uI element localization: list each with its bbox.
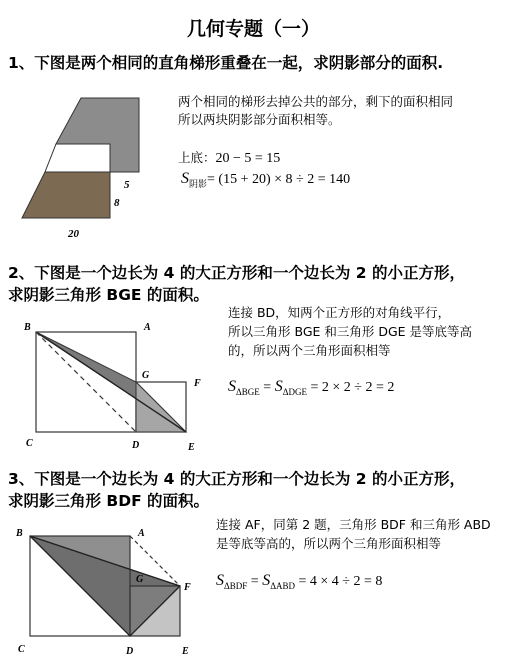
problem2-explanation-1: 连接 BD，知两个正方形的对角线平行， xyxy=(228,305,451,320)
problem1-explanation-2: 所以两块阴影部分面积相等。 xyxy=(178,112,341,127)
problem2-question-2: 求阴影三角形 BGE 的面积。 xyxy=(8,286,209,304)
svg-text:C: C xyxy=(18,644,25,655)
problem3-question-2: 求阴影三角形 BDF 的面积。 xyxy=(8,492,210,510)
problem3-figure xyxy=(10,524,210,660)
svg-text:C: C xyxy=(26,438,33,449)
base-formula: 20 − 5 = 15 xyxy=(215,151,281,166)
problem1-area-line xyxy=(181,170,350,190)
svg-text:E: E xyxy=(182,646,189,657)
triangle-dge xyxy=(136,382,186,432)
page-title: 几何专题（一） xyxy=(186,18,320,40)
svg-text:F: F xyxy=(194,378,201,389)
problem2-explanation-3: 的，所以两个三角形面积相等 xyxy=(228,343,391,358)
label-20: 20 xyxy=(68,228,79,240)
problem1-figure xyxy=(14,92,164,242)
label-8: 8 xyxy=(114,197,120,209)
problem1-base-line xyxy=(178,148,280,167)
area-subscript: 阴影 xyxy=(189,179,208,190)
overlap-region xyxy=(45,144,110,172)
svg-text:D: D xyxy=(132,440,140,451)
svg-text:F: F xyxy=(184,582,191,593)
problem2-formula: $S_{\Delta BGE} = S_{\Delta DGE} = 2 \times 2 \div 2 = 2$ xyxy=(228,378,395,397)
area-symbol: S xyxy=(181,170,189,187)
problem3-question-1: 3、下图是一个边长为 4 的大正方形和一个边长为 2 的小正方形， xyxy=(8,470,465,488)
label-5: 5 xyxy=(124,179,130,191)
svg-text:D: D xyxy=(126,646,134,657)
problem1-explanation-1: 两个相同的梯形去掉公共的部分，剩下的面积相同 xyxy=(178,94,454,109)
lower-shaded-region xyxy=(22,172,110,218)
problem2-explanation-2: 所以三角形 BGE 和三角形 DGE 是等底等高 xyxy=(228,324,473,339)
problem3-explanation-2: 是等底等高的，所以两个三角形面积相等 xyxy=(216,536,442,551)
svg-text:B: B xyxy=(24,322,31,333)
svg-text:G: G xyxy=(136,574,144,585)
problem3-explanation-1: 连接 AF，同第 2 题，三角形 BDF 和三角形 ABD xyxy=(216,517,491,532)
problem3-formula: $S_{\Delta BDF} = S_{\Delta ABD} = 4 \times 4 \div 2 = 8$ xyxy=(216,572,383,591)
svg-text:B: B xyxy=(16,528,23,539)
svg-text:G: G xyxy=(142,370,150,381)
base-label: 上底： xyxy=(178,150,216,165)
problem2-figure xyxy=(18,320,218,455)
svg-text:A: A xyxy=(138,528,145,539)
area-formula: = (15 + 20) × 8 ÷ 2 = 140 xyxy=(207,172,351,187)
problem2-question-1: 2、下图是一个边长为 4 的大正方形和一个边长为 2 的小正方形， xyxy=(8,264,465,282)
svg-text:E: E xyxy=(188,442,195,453)
svg-text:A: A xyxy=(144,322,151,333)
problem1-question: 1、下图是两个相同的直角梯形重叠在一起，求阴影部分的面积. xyxy=(8,54,444,72)
